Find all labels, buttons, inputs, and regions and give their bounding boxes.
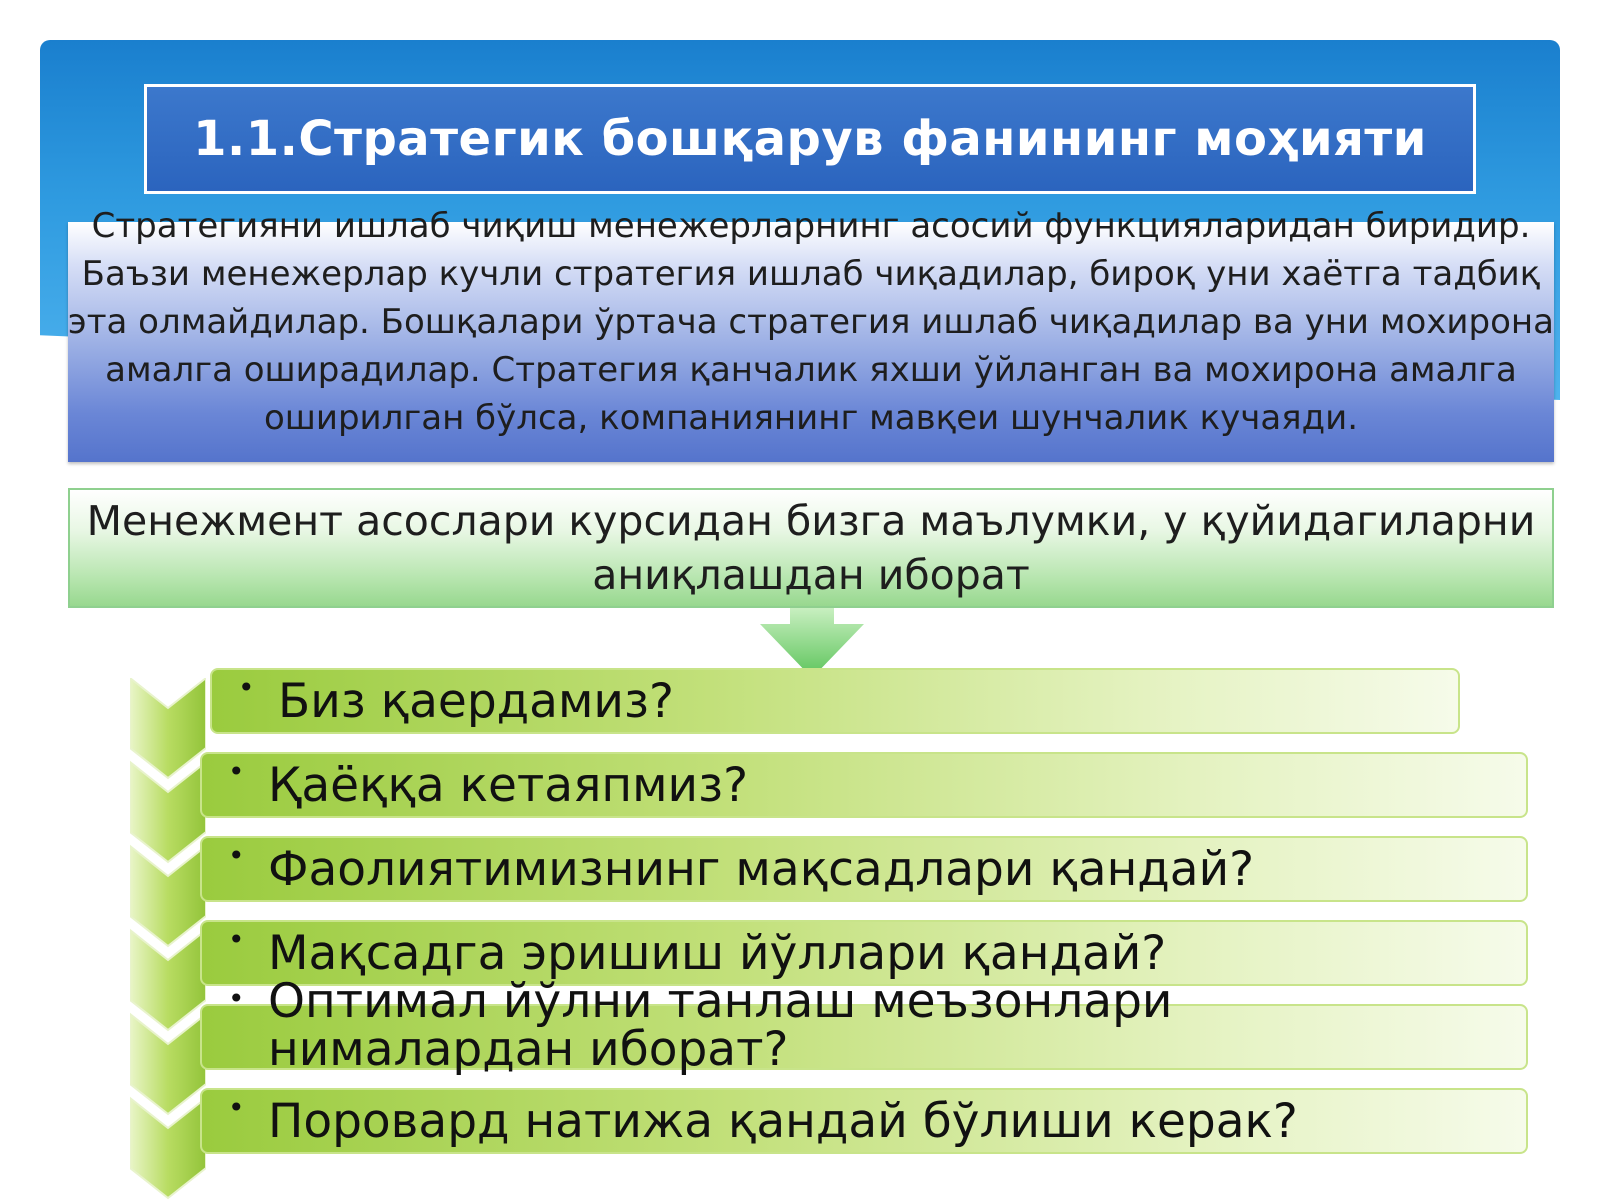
intro-text: Стратегияни ишлаб чиқиш менежерларнинг асосий функцияларидан биридир. Баъзи менежерлар кучли стратегия ишлаб чиқадилар, бироқ уни хаётга тадбиқ эта олмайдилар. Бошқалари ўртача стратегия ишлаб чиқадилар ва уни мохирона амалга оширадилар. Стратегия қанчалик яхши ўйланган ва мохирона амалга оширилган бўлса, компаниянинг мавқеи шунчалик кучаяди.: [68, 206, 1554, 438]
list-item-label: Қаёққа кетаяпмиз?: [268, 757, 749, 813]
list-item-label: Поровард натижа қандай бўлиши керак?: [268, 1093, 1298, 1149]
bullet-icon: •: [228, 982, 245, 1015]
list-item-label: Оптимал йўлни танлаш меъзонлари нималардан иборат?: [268, 974, 1173, 1077]
list-item-text-row: [200, 752, 1528, 818]
bullet-icon: •: [228, 838, 245, 872]
bullet-icon: •: [228, 1090, 245, 1124]
list-item-text-row: [210, 668, 1460, 734]
lead-box: [68, 488, 1554, 608]
chevron-stack-icon: [130, 678, 206, 1200]
chevron-segment: [130, 678, 206, 778]
bullet-icon: •: [228, 754, 245, 788]
list-item-label: Биз қаердамиз?: [278, 673, 674, 729]
bullet-icon: •: [238, 670, 255, 704]
list-item-text-row: [200, 836, 1528, 902]
page-title: 1.1.Стратегик бошқарув фанининг моҳияти: [193, 111, 1427, 167]
title-box: [144, 84, 1476, 194]
list-item-text-row: [200, 1088, 1528, 1154]
bullet-icon: •: [228, 922, 245, 956]
list-item-label: Мақсадга эришиш йўллари қандай?: [268, 925, 1167, 981]
lead-text: Менежмент асослари курсидан бизга маълумки, у қуйидагиларни аниқлашдан иборат: [86, 497, 1536, 599]
list-item-label: Фаолиятимизнинг мақсадлари қандай?: [268, 841, 1255, 897]
list-item-text-row: [200, 974, 1528, 1077]
